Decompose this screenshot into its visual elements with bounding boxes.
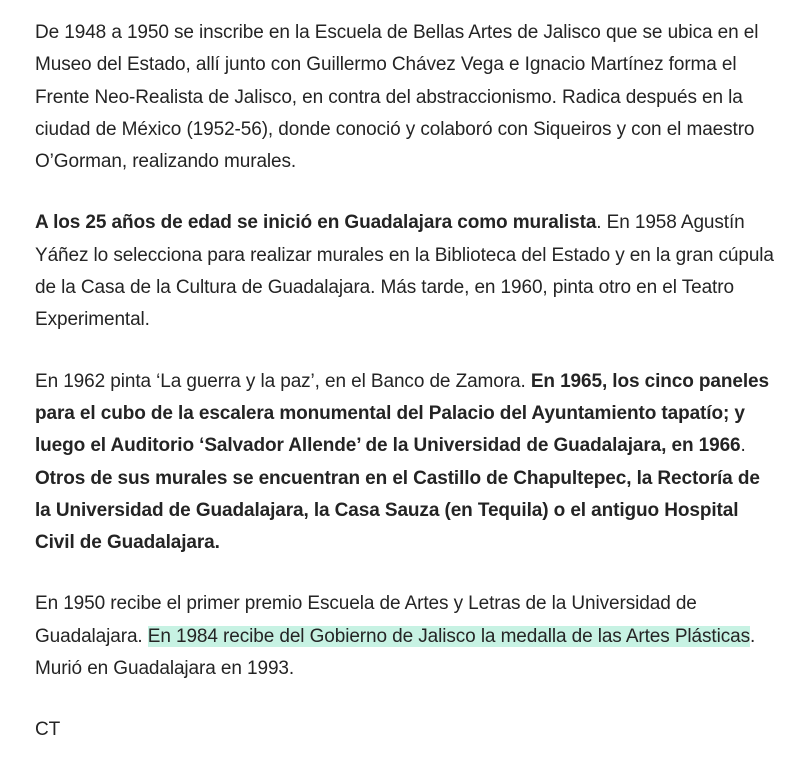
awards-text-after: . Murió en Guadalajara en 1993. [35,625,756,680]
author-signature: CT [35,719,61,741]
murals-separator: . [740,435,746,457]
awards-text-before: En 1950 recibe el primer premio Escuela de Artes y Letras de la Universidad de Guadalajara. [35,593,697,647]
muralist-text: . En 1958 Agustín Yáñez lo selecciona para realizar murales en la Biblioteca del Estado y en la gran cúpula de la Casa de la Cultura de Guadalajara. Más tarde, en 1960, pinta otro en el Teatro Experimental. [35,212,774,331]
highlighted-text[interactable]: En 1984 recibe del Gobierno de Jalisco la medalla de las Artes Plásticas [147,625,750,647]
murals-bold-text-2: Otros de sus murales se encuentran en el Castillo de Chapultepec, la Rectoría de la Universidad de Guadalajara, la Casa Sauza (en Tequila) o el antiguo Hospital Civil de Guadalajara. [35,467,760,554]
article-body [35,17,780,776]
murals-intro-text: En 1962 pinta ‘La guerra y la paz’, en el Banco de Zamora. [35,370,531,392]
paragraph-muralist [35,207,780,336]
paragraph-awards [35,588,780,685]
paragraph-murals [35,366,780,560]
muralist-bold-text: A los 25 años de edad se inició en Guadalajara como muralista [35,212,597,234]
murals-bold-text-1: En 1965, los cinco paneles para el cubo de la escalera monumental del Palacio del Ayuntamiento tapatío; y luego el Auditorio ‘Salvador Allende’ de la Universidad de Guadalajara, en 1966 [35,370,769,457]
paragraph-education [35,17,780,178]
paragraph-education-text: De 1948 a 1950 se inscribe en la Escuela de Bellas Artes de Jalisco que se ubica en el Museo del Estado, allí junto con Guillermo Chávez Vega e Ignacio Martínez forma el Frente Neo-Realista de Jalisco, en contra del abstraccionismo. Radica después en la ciudad de México (1952-56), donde conoció y colaboró con Siqueiros y con el maestro O’Gorman, realizando murales. [35,22,759,173]
